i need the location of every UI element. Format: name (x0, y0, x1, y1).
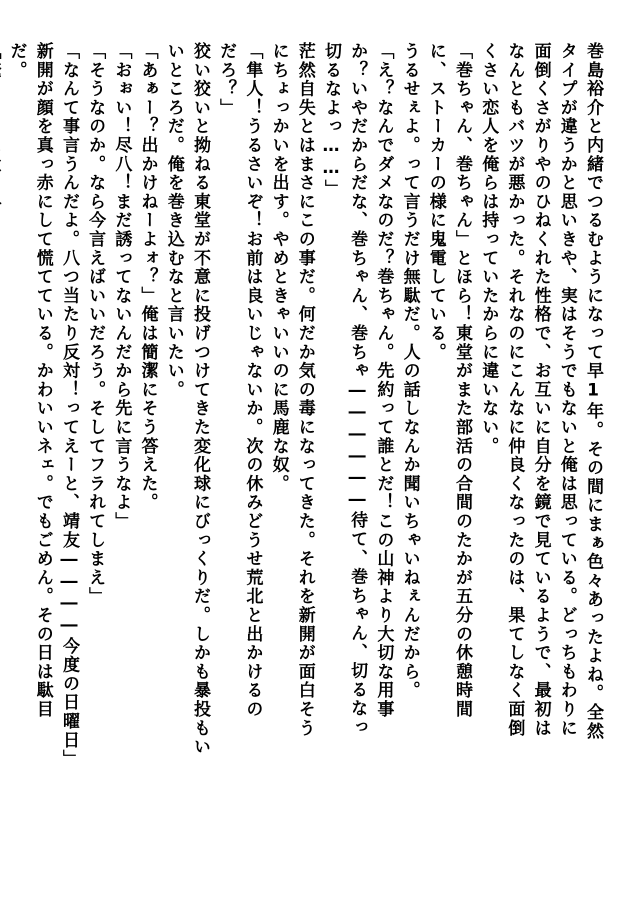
vertical-text-body (0, 42, 606, 878)
text-column: くさい恋人を俺らは持っていたからに違いない。 (478, 42, 499, 456)
text-column: 茫然自失とはまさにこの事だ。何だか気の毒になってきた。それを新開が面白そう (294, 42, 315, 738)
text-column: 切るなよっ……」 (320, 42, 341, 199)
text-column: 「隼人！うるさいぞ！お前は良いじゃないか。次の休みどうせ荒北と出かけるの (242, 42, 263, 719)
text-column: 面倒くさがりやのひねくれた性格で、お互いに自分を鏡で見ているようで、最初は (530, 42, 551, 738)
text-column: いところだ。俺を巻き込むなと言いたい。 (163, 42, 184, 400)
text-column: 「おぉい！尽八！まだ誘ってないんだから先に言うなよ」 (111, 42, 132, 531)
text-column: にちょっかいを出す。やめときゃいいのに馬鹿な奴。 (268, 42, 289, 494)
text-column: タイプが違うかと思いきや、実はそうでもないと俺は思っている。どっちもわりに (556, 42, 577, 738)
text-column: なんともバツが悪かった。それなのにこんなに仲良くなったのは、果てしなく面倒 (504, 42, 525, 738)
text-column: 「あぁー？出かけねーよォ？」俺は簡潔にそう答えた。 (137, 42, 158, 512)
text-column: に、ストーカーの様に鬼電している。 (425, 42, 446, 362)
text-column (0, 42, 3, 878)
text-column: 「巻ちゃん、巻ちゃん」とほら！東堂がまた部活の合間のたかが五分の休憩時間 (451, 42, 472, 719)
text-column: 新開が顔を真っ赤にして慌てている。かわいいネェ。でもごめん。その日は駄目 (32, 42, 53, 719)
text-column: だろ？」 (216, 42, 237, 118)
text-column: 「そうなのか。なら今言えばいいだろう。そしてフラれてしまえ」 (85, 42, 106, 606)
text-column: 狡い狡いと拗ねる東堂が不意に投げつけてきた変化球にびっくりだ。しかも暴投もい (189, 42, 210, 757)
text-column: 巻島裕介と内緒でつるむようになって早1年。その間にまぁ色々あったよね。全然 (583, 42, 603, 741)
text-column: うるせぇよ。って言うだけ無駄だ。人の話しなんか聞いちゃいねぇんだから。 (399, 42, 420, 700)
text-column: か？いやだからだな、巻ちゃん、巻ちゃ――――――待て、巻ちゃん、切るなっ (347, 42, 368, 737)
text-column: だ。 (6, 42, 27, 80)
text-column: 「なんて事言うんだよ。八つ当たり反対！ってえーと、靖友――――今度の日曜日」 (58, 42, 79, 769)
text-column: 「え？なんでダメなのだ？巻ちゃん。先約って誰とだ！この山神より大切な用事 (373, 42, 394, 719)
